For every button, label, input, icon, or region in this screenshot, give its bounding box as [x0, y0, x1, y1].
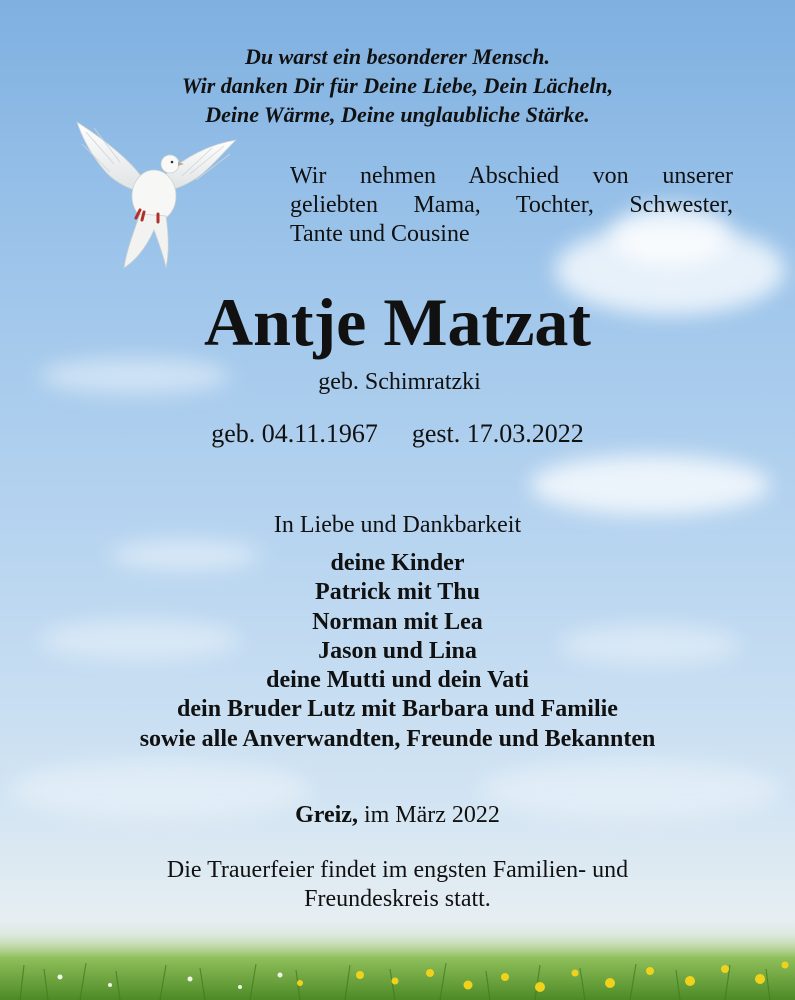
notice-date: im März 2022 [363, 802, 500, 828]
mourner-line: Norman mit Lea [312, 608, 483, 635]
white-dove-image [74, 118, 239, 273]
mourner-line: deine Kinder [330, 550, 465, 576]
cloud [530, 455, 770, 515]
funeral-line: Freundeskreis statt. [304, 886, 491, 912]
intro-line: Tante und Cousine [290, 221, 470, 247]
funeral-note [0, 856, 795, 914]
motto [0, 42, 795, 129]
flower-meadow-image [0, 935, 795, 1000]
motto-line: Deine Wärme, Deine unglaubliche Stärke. [205, 102, 590, 127]
place: Greiz, [295, 802, 358, 828]
birth-date: geb. 04.11.1967 [211, 419, 378, 448]
intro-line: Wir nehmen Abschied von unserer [290, 163, 733, 189]
maiden-name-text: geb. Schimratzki [318, 369, 481, 395]
death-date: gest. 17.03.2022 [411, 419, 584, 448]
mourner-line: deine Mutti und dein Vati [266, 667, 529, 694]
farewell-intro [290, 162, 733, 249]
mourners-list [0, 549, 795, 754]
motto-line: Du warst ein besonderer Mensch. [245, 44, 550, 69]
deceased-name: Antje Matzat [203, 284, 592, 360]
life-dates [0, 418, 795, 450]
mourner-line: sowie alle Anverwandten, Freunde und Bekannten [139, 725, 656, 752]
intro-line: geliebten Mama, Tochter, Schwester, [290, 192, 733, 218]
place-date [0, 800, 795, 830]
mourner-line: Patrick mit Thu [315, 579, 480, 606]
mourners-intro: In Liebe und Dankbarkeit [273, 512, 522, 538]
maiden-name [0, 367, 795, 397]
mourner-line: Jason und Lina [318, 637, 477, 664]
motto-line: Wir danken Dir für Deine Liebe, Dein Lächeln, [181, 73, 614, 98]
funeral-line: Die Trauerfeier findet im engsten Familien- und [166, 857, 629, 883]
mourner-line: dein Bruder Lutz mit Barbara und Familie [177, 696, 618, 723]
